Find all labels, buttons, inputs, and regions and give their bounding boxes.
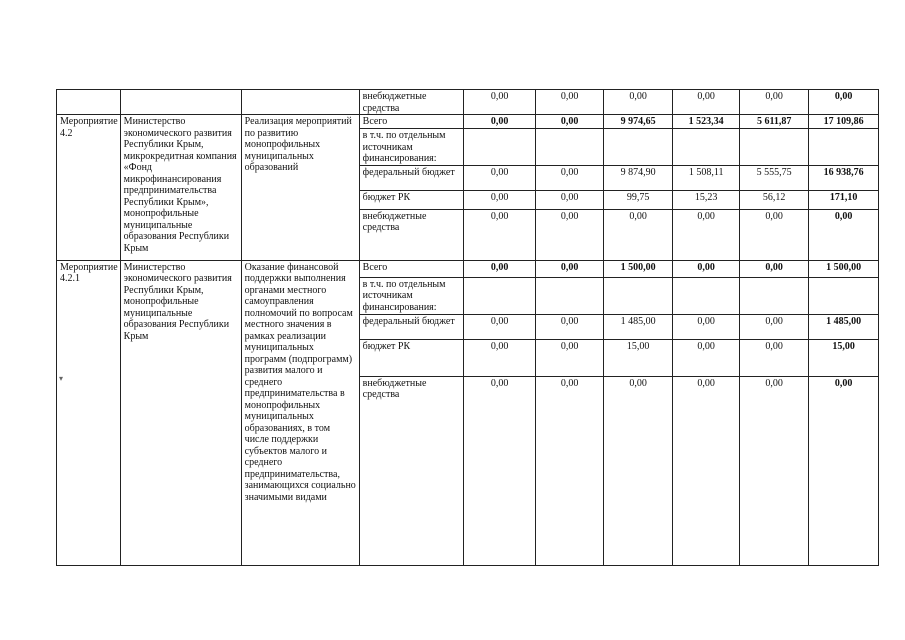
value-cell: 1 523,34 [672,115,739,129]
value-cell: 0,00 [535,209,603,260]
funding-source-cell: в т.ч. по отдельным источникам финансирования: [359,277,463,314]
value-cell: 0,00 [535,190,603,209]
value-cell: 56,12 [739,190,808,209]
funding-source-cell: внебюджетные средства [359,90,463,115]
funding-source-cell: бюджет РК [359,339,463,376]
value-cell [739,277,808,314]
executor-cell [120,90,241,115]
table-row [57,115,879,129]
value-cell: 0,00 [535,165,603,190]
value-cell: 0,00 [463,339,535,376]
value-cell: 0,00 [739,376,808,565]
scan-artifact-marker: ▾ [59,374,64,383]
value-cell [603,277,672,314]
value-cell: 1 485,00 [603,314,672,339]
value-cell: 1 500,00 [603,260,672,277]
total-cell: 0,00 [808,90,878,115]
value-cell: 0,00 [463,314,535,339]
funding-source-cell: Всего [359,260,463,277]
value-cell: 0,00 [672,209,739,260]
value-cell: 0,00 [672,90,739,115]
value-cell: 0,00 [603,90,672,115]
funding-source-cell: в т.ч. по отдельным источникам финансирования: [359,129,463,166]
value-cell [672,129,739,166]
total-cell: 1 500,00 [808,260,878,277]
total-cell: 15,00 [808,339,878,376]
value-cell: 0,00 [463,260,535,277]
value-cell [535,129,603,166]
total-cell: 0,00 [808,209,878,260]
value-cell: 0,00 [535,90,603,115]
value-cell: 15,23 [672,190,739,209]
value-cell: 0,00 [463,376,535,565]
executor-cell: Министерство экономического развития Республики Крым, монопрофильные муниципальные образования Республики Крым [120,260,241,565]
value-cell: 0,00 [463,190,535,209]
table-row [57,90,879,115]
total-cell: 1 485,00 [808,314,878,339]
value-cell: 0,00 [535,115,603,129]
event-id-cell: Мероприятие 4.2.1 [57,260,121,565]
value-cell: 0,00 [739,314,808,339]
value-cell [463,129,535,166]
value-cell: 5 611,87 [739,115,808,129]
value-cell: 1 508,11 [672,165,739,190]
value-cell: 0,00 [739,339,808,376]
value-cell: 0,00 [739,90,808,115]
event-name-cell: Реализация мероприятий по развитию монопрофильных муниципальных образований [241,115,359,261]
value-cell [672,277,739,314]
event-id-cell [57,90,121,115]
value-cell: 0,00 [463,165,535,190]
value-cell: 0,00 [535,376,603,565]
value-cell: 0,00 [535,260,603,277]
total-cell: 16 938,76 [808,165,878,190]
value-cell: 15,00 [603,339,672,376]
funding-source-cell: Всего [359,115,463,129]
value-cell: 0,00 [739,260,808,277]
value-cell: 0,00 [463,209,535,260]
table-row [57,260,879,277]
value-cell [463,277,535,314]
financing-table [56,89,879,566]
total-cell [808,129,878,166]
value-cell: 0,00 [463,115,535,129]
value-cell: 0,00 [739,209,808,260]
funding-source-cell: внебюджетные средства [359,376,463,565]
value-cell: 9 874,90 [603,165,672,190]
value-cell: 0,00 [603,209,672,260]
funding-source-cell: федеральный бюджет [359,314,463,339]
event-id-cell: Мероприятие 4.2 [57,115,121,261]
value-cell [603,129,672,166]
value-cell: 0,00 [535,314,603,339]
executor-cell: Министерство экономического развития Республики Крым, микрокредитная компания «Фонд микрофинансирования предпринимательства Республики Крым», монопрофильные муниципальные образования Республики Крым [120,115,241,261]
funding-source-cell: федеральный бюджет [359,165,463,190]
value-cell: 9 974,65 [603,115,672,129]
value-cell: 5 555,75 [739,165,808,190]
value-cell: 0,00 [672,339,739,376]
total-cell [808,277,878,314]
value-cell: 0,00 [672,376,739,565]
value-cell: 99,75 [603,190,672,209]
value-cell [739,129,808,166]
value-cell: 0,00 [603,376,672,565]
value-cell: 0,00 [535,339,603,376]
event-name-cell: Оказание финансовой поддержки выполнения органами местного самоуправления полномочий по вопросам местного значения в рамках реализации муниципальных программ (подпрограмм) развития малого и среднего предпринимательства в монопрофильных муниципальных образованиях, в том числе поддержки субъектов малого и среднего предпринимательства, занимающихся социально значимыми видами [241,260,359,565]
total-cell: 0,00 [808,376,878,565]
funding-source-cell: внебюджетные средства [359,209,463,260]
value-cell: 0,00 [672,260,739,277]
total-cell: 171,10 [808,190,878,209]
total-cell: 17 109,86 [808,115,878,129]
value-cell [535,277,603,314]
value-cell: 0,00 [672,314,739,339]
funding-source-cell: бюджет РК [359,190,463,209]
value-cell: 0,00 [463,90,535,115]
event-name-cell [241,90,359,115]
